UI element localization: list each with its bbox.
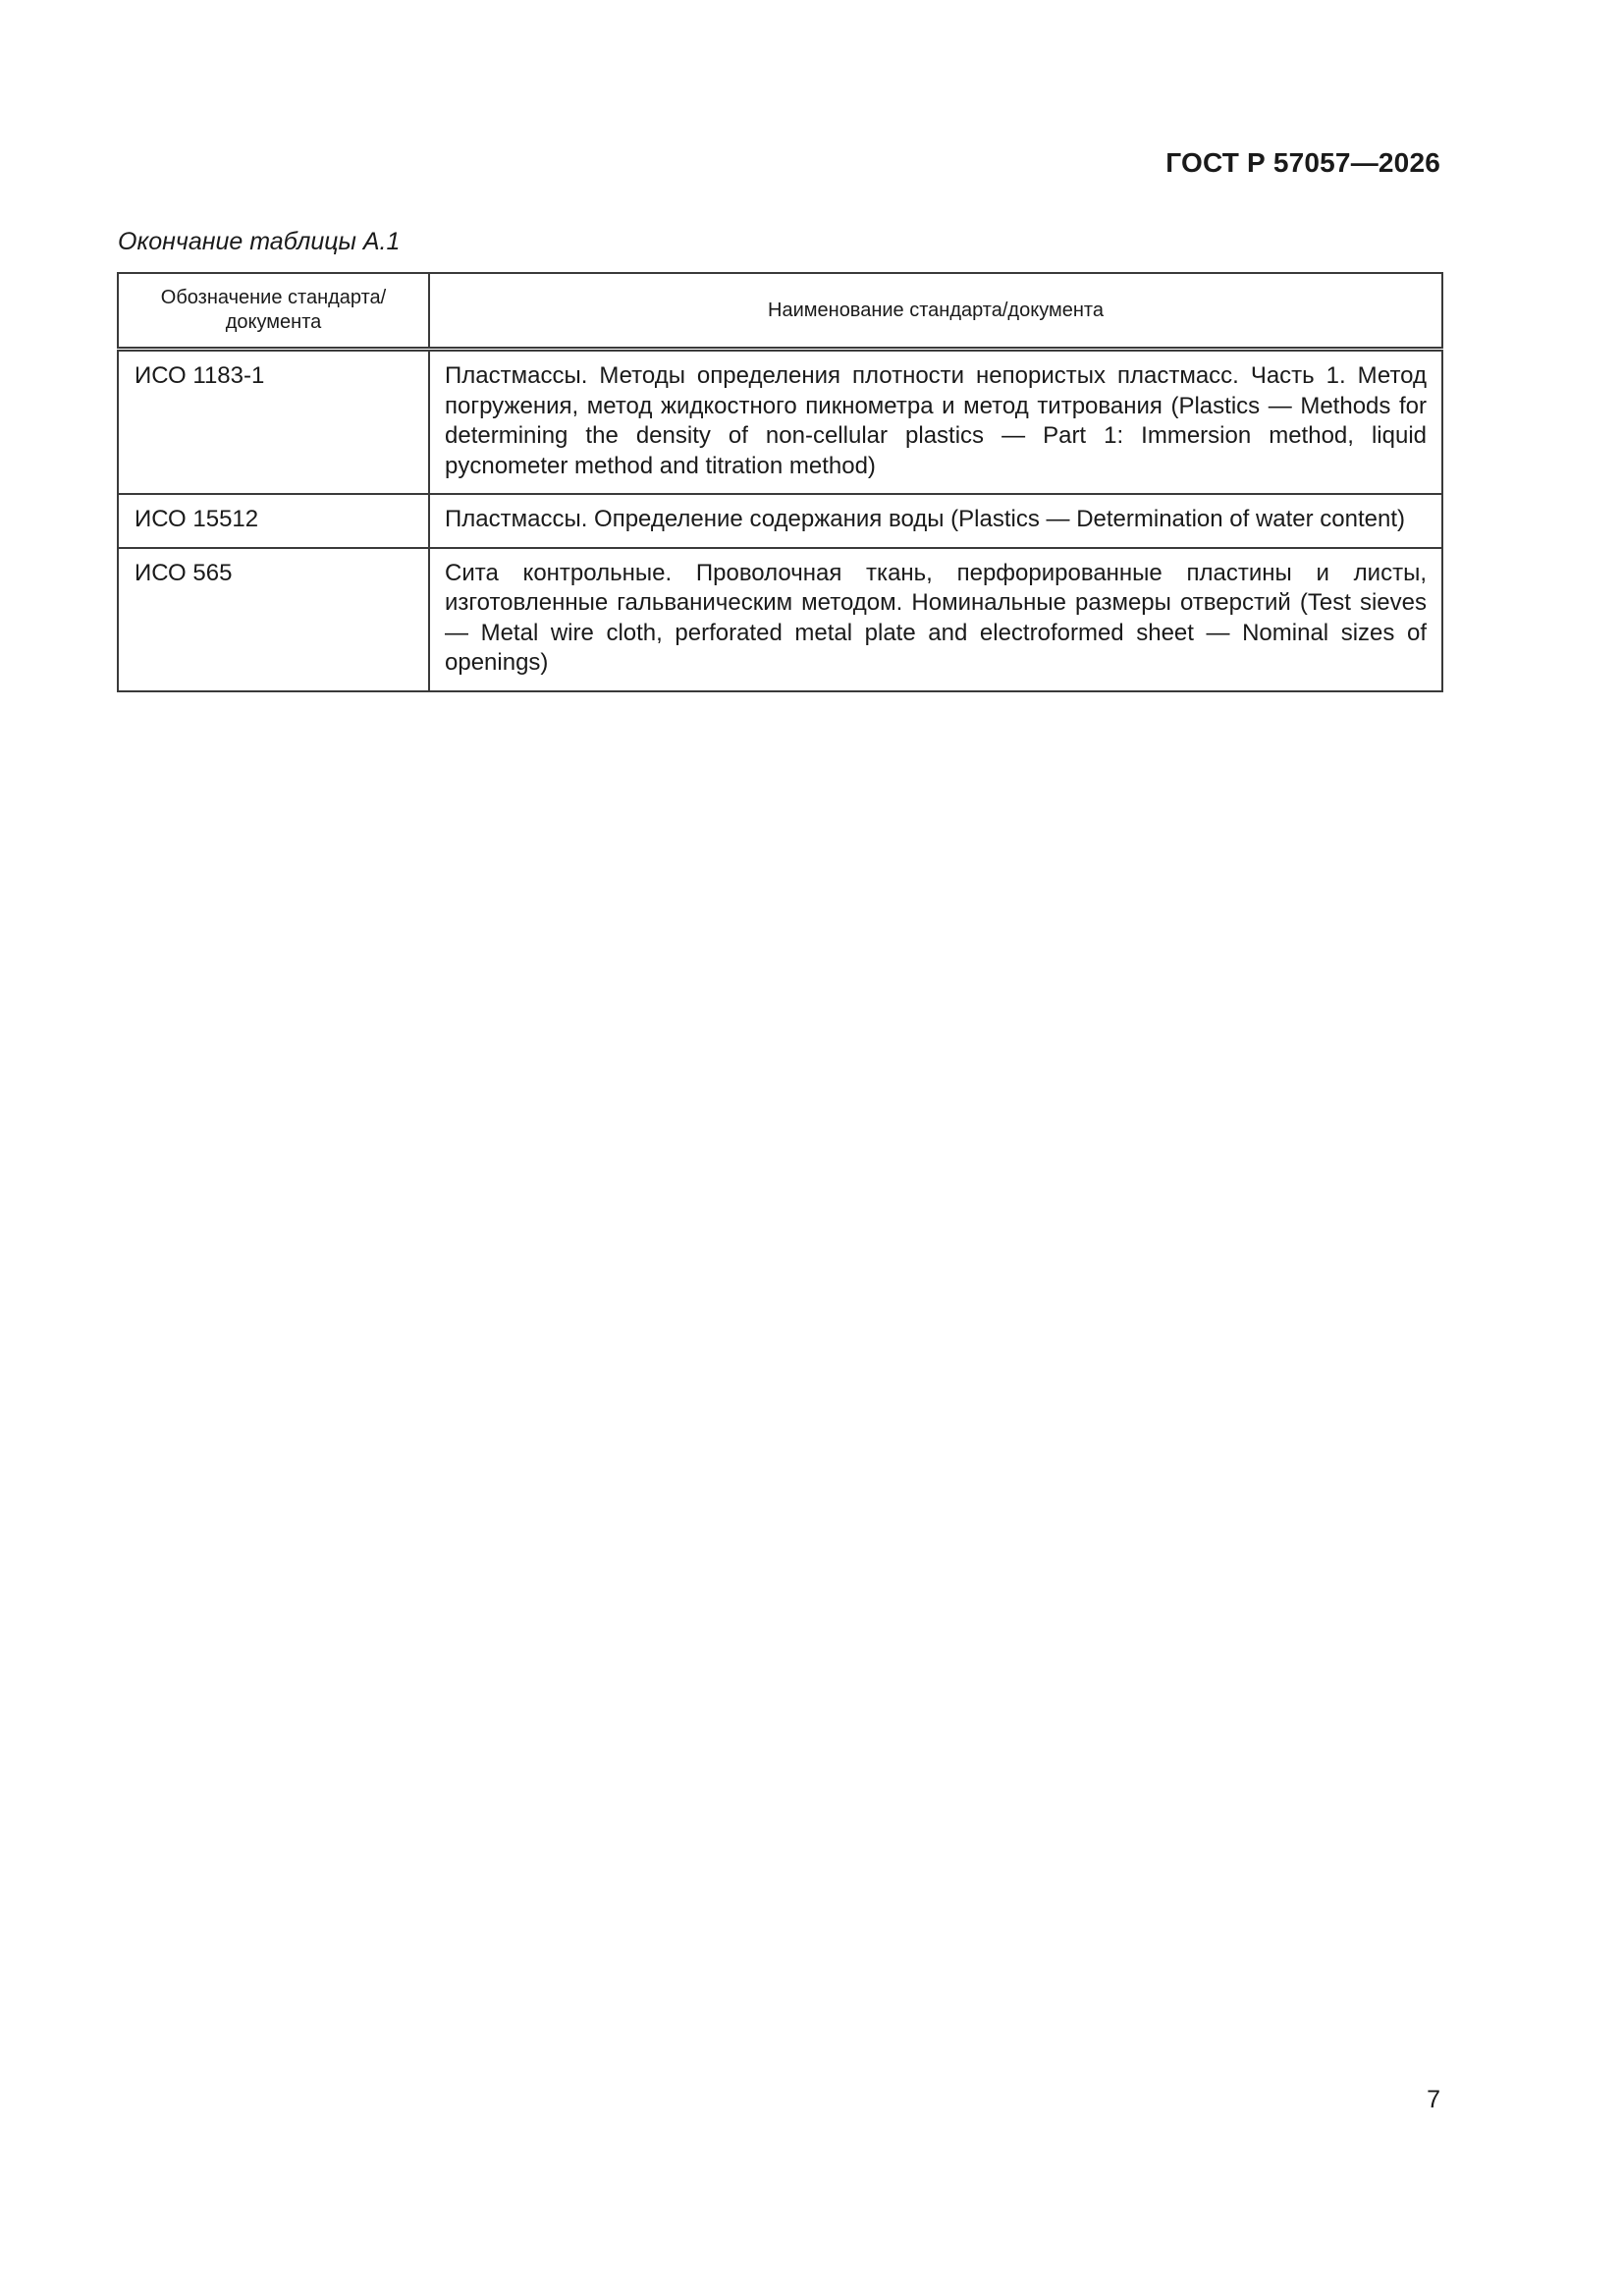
standard-name: Сита контрольные. Проволочная ткань, перфорированные пластины и листы, изготовленные гальваническим методом. Номинальные размеры отверстий (Test sieves — Metal wire cloth, perforated metal plate and electroformed sheet — Nominal sizes of openings) [429,548,1442,691]
page-number: 7 [1427,2086,1440,2113]
table-row [118,350,1442,495]
standard-name: Пластмассы. Методы определения плотности непористых пластмасс. Часть 1. Метод погружения, метод жидкостного пикнометра и метод титрования (Plastics — Methods for determining the density of non-cellular plastics — Part 1: Immersion method, liquid pycnometer method and titration method) [429,350,1442,495]
table-caption: Окончание таблицы А.1 [118,228,401,255]
table-header-row [118,273,1442,350]
document-identifier: ГОСТ Р 57057—2026 [1165,147,1440,178]
table-row [118,548,1442,691]
column-header-code: Обозначение стандарта/ документа [118,273,429,350]
standard-code: ИСО 15512 [118,494,429,548]
standard-name: Пластмассы. Определение содержания воды (Plastics — Determination of water content) [429,494,1442,548]
standards-table [117,272,1443,692]
table-row [118,494,1442,548]
column-header-name: Наименование стандарта/документа [429,273,1442,350]
standard-code: ИСО 565 [118,548,429,691]
standard-code: ИСО 1183-1 [118,350,429,495]
